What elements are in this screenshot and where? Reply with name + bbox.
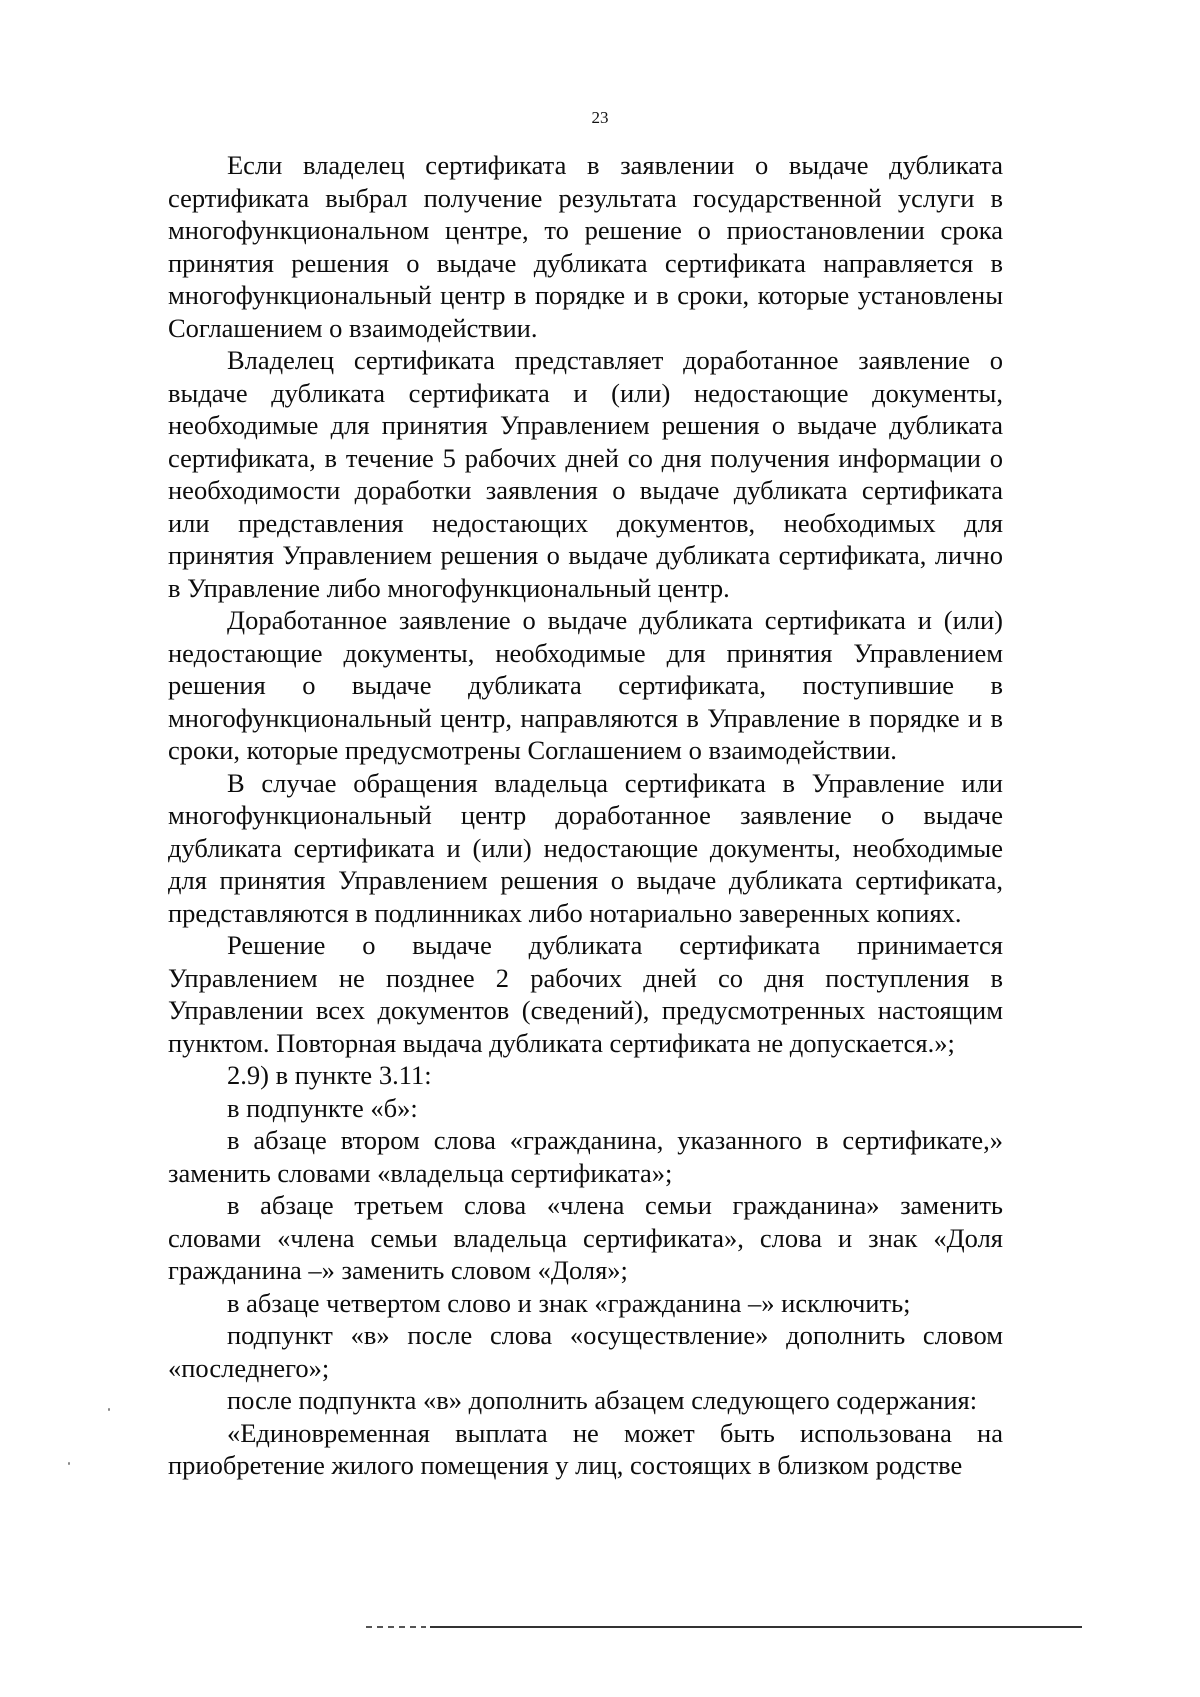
paragraph-subitem-b: в подпункте «б»: bbox=[227, 1092, 418, 1123]
paragraph-item-2-9: 2.9) в пункте 3.11: bbox=[227, 1060, 432, 1090]
document-body bbox=[168, 149, 1003, 1482]
paragraph-add-indent: после подпункта «в» дополнить абзацем следующего содержания: bbox=[227, 1385, 978, 1415]
paragraph-second-indent-change: в абзаце втором слова «гражданина, указанного в сертификате,» заменить словами «владельца сертификата»; bbox=[168, 1125, 1003, 1188]
paragraph-new-indent-text: «Единовременная выплата не может быть использована на приобретение жилого помещения у лиц, состоящих в близком родстве bbox=[168, 1417, 1003, 1480]
paragraph-owner-resubmission: Владелец сертификата представляет доработанное заявление о выдаче дубликата сертификата и (или) недостающие документы, необходимые для принятия Управлением решения о выдаче дубликата сертификата, в течение 5 рабочих дней со дня получения информации о необходимости доработки заявления о выдаче дубликата сертификата или представления недостающих документов, необходимых для принятия Управлением решения о выдаче дубликата сертификата, лично в Управление либо многофункциональный центр. bbox=[168, 345, 1003, 603]
paragraph-decision-deadline: Решение о выдаче дубликата сертификата принимается Управлением не позднее 2 рабочих дней со дня поступления в Управлении всех документов (сведений), предусмотренных настоящим пунктом. Повторная выдача дубликата сертификата не допускается.»; bbox=[168, 930, 1003, 1058]
scan-speck bbox=[68, 1462, 70, 1465]
page-number: 23 bbox=[591, 108, 609, 127]
paragraph-fourth-indent-change: в абзаце четвертом слово и знак «гражданина –» исключить; bbox=[227, 1287, 911, 1318]
bottom-dashed-rule bbox=[366, 1626, 426, 1628]
bottom-rule bbox=[430, 1626, 1082, 1628]
scan-speck bbox=[108, 1408, 110, 1411]
paragraph-mfc-forwarding: Доработанное заявление о выдаче дубликата сертификата и (или) недостающие документы, необходимые для принятия Управлением решения о выдаче дубликата сертификата, поступившие в многофункциональный центр, направляются в Управление в порядке и в сроки, которые предусмотрены Соглашением о взаимодействии. bbox=[168, 605, 1003, 765]
paragraph-originals-or-copies: В случае обращения владельца сертификата в Управление или многофункциональный центр доработанное заявление о выдаче дубликата сертификата и (или) недостающие документы, необходимые для принятия Управлением решения о выдаче дубликата сертификата, представляются в подлинниках либо нотариально заверенных копиях. bbox=[168, 767, 1003, 928]
paragraph-third-indent-change: в абзаце третьем слова «члена семьи гражданина» заменить словами «члена семьи владельца сертификата», слова и знак «Доля гражданина –» заменить словом «Доля»; bbox=[168, 1190, 1003, 1285]
paragraph-subitem-v-change: подпункт «в» после слова «осуществление» дополнить словом «последнего»; bbox=[168, 1320, 1003, 1383]
paragraph-duplicate-suspension-notice: Если владелец сертификата в заявлении о выдаче дубликата сертификата выбрал получение результата государственной услуги в многофункциональном центре, то решение о приостановлении срока принятия решения о выдаче дубликата сертификата направляется в многофункциональный центр в порядке и в сроки, которые установлены Соглашением о взаимодействии. bbox=[168, 150, 1003, 343]
